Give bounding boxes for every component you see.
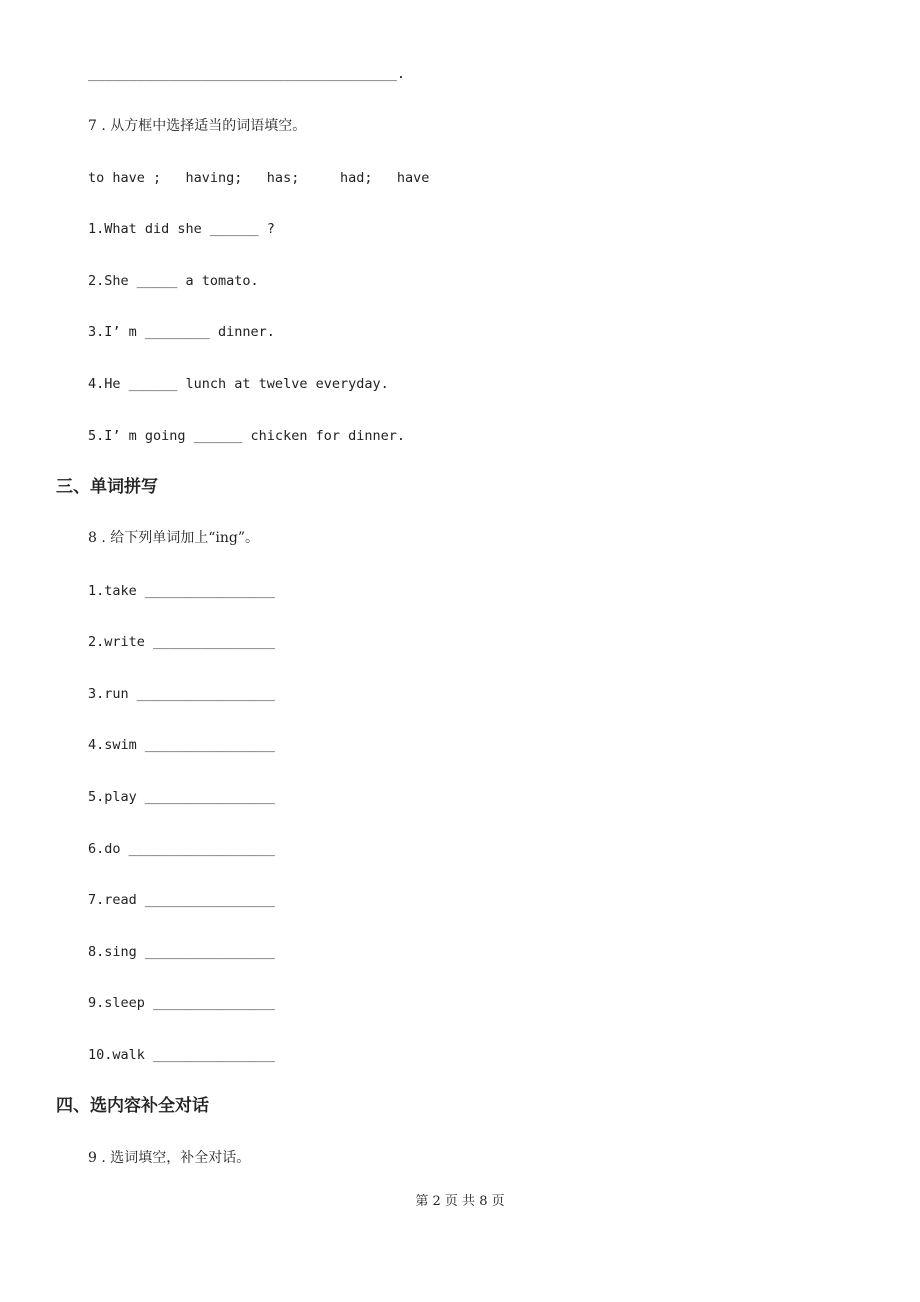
question-8-item: 10.walk _______________	[88, 1047, 275, 1063]
question-8-item: 9.sleep _______________	[88, 995, 275, 1011]
question-8-item: 8.sing ________________	[88, 944, 275, 960]
question-8-item: 1.take ________________	[88, 583, 275, 599]
question-7-item: 3.I’ m ________ dinner.	[88, 324, 275, 340]
answer-blank-line: ______________________________________.	[88, 66, 405, 82]
question-8-item: 6.do __________________	[88, 841, 275, 857]
question-8-item: 3.run _________________	[88, 686, 275, 702]
question-7-item: 5.I’ m going ______ chicken for dinner.	[88, 428, 405, 444]
question-8-item: 7.read ________________	[88, 892, 275, 908]
section-4-heading: 四、选内容补全对话	[56, 1096, 209, 1116]
question-7-item: 2.She _____ a tomato.	[88, 273, 259, 289]
question-8-item: 5.play ________________	[88, 789, 275, 805]
question-9-prompt: 9 . 选词填空，补全对话。	[88, 1150, 251, 1166]
question-7-item: 1.What did she ______ ?	[88, 221, 275, 237]
question-7-prompt: 7 . 从方框中选择适当的词语填空。	[88, 118, 307, 134]
question-8-prompt: 8 . 给下列单词加上“ing”。	[88, 530, 260, 546]
question-8-item: 4.swim ________________	[88, 737, 275, 753]
section-3-heading: 三、单词拼写	[56, 477, 158, 497]
question-7-options: to have ; having; has; had; have	[88, 170, 430, 186]
page-footer: 第 2 页 共 8 页	[415, 1194, 505, 1209]
question-8-item: 2.write _______________	[88, 634, 275, 650]
question-7-item: 4.He ______ lunch at twelve everyday.	[88, 376, 389, 392]
